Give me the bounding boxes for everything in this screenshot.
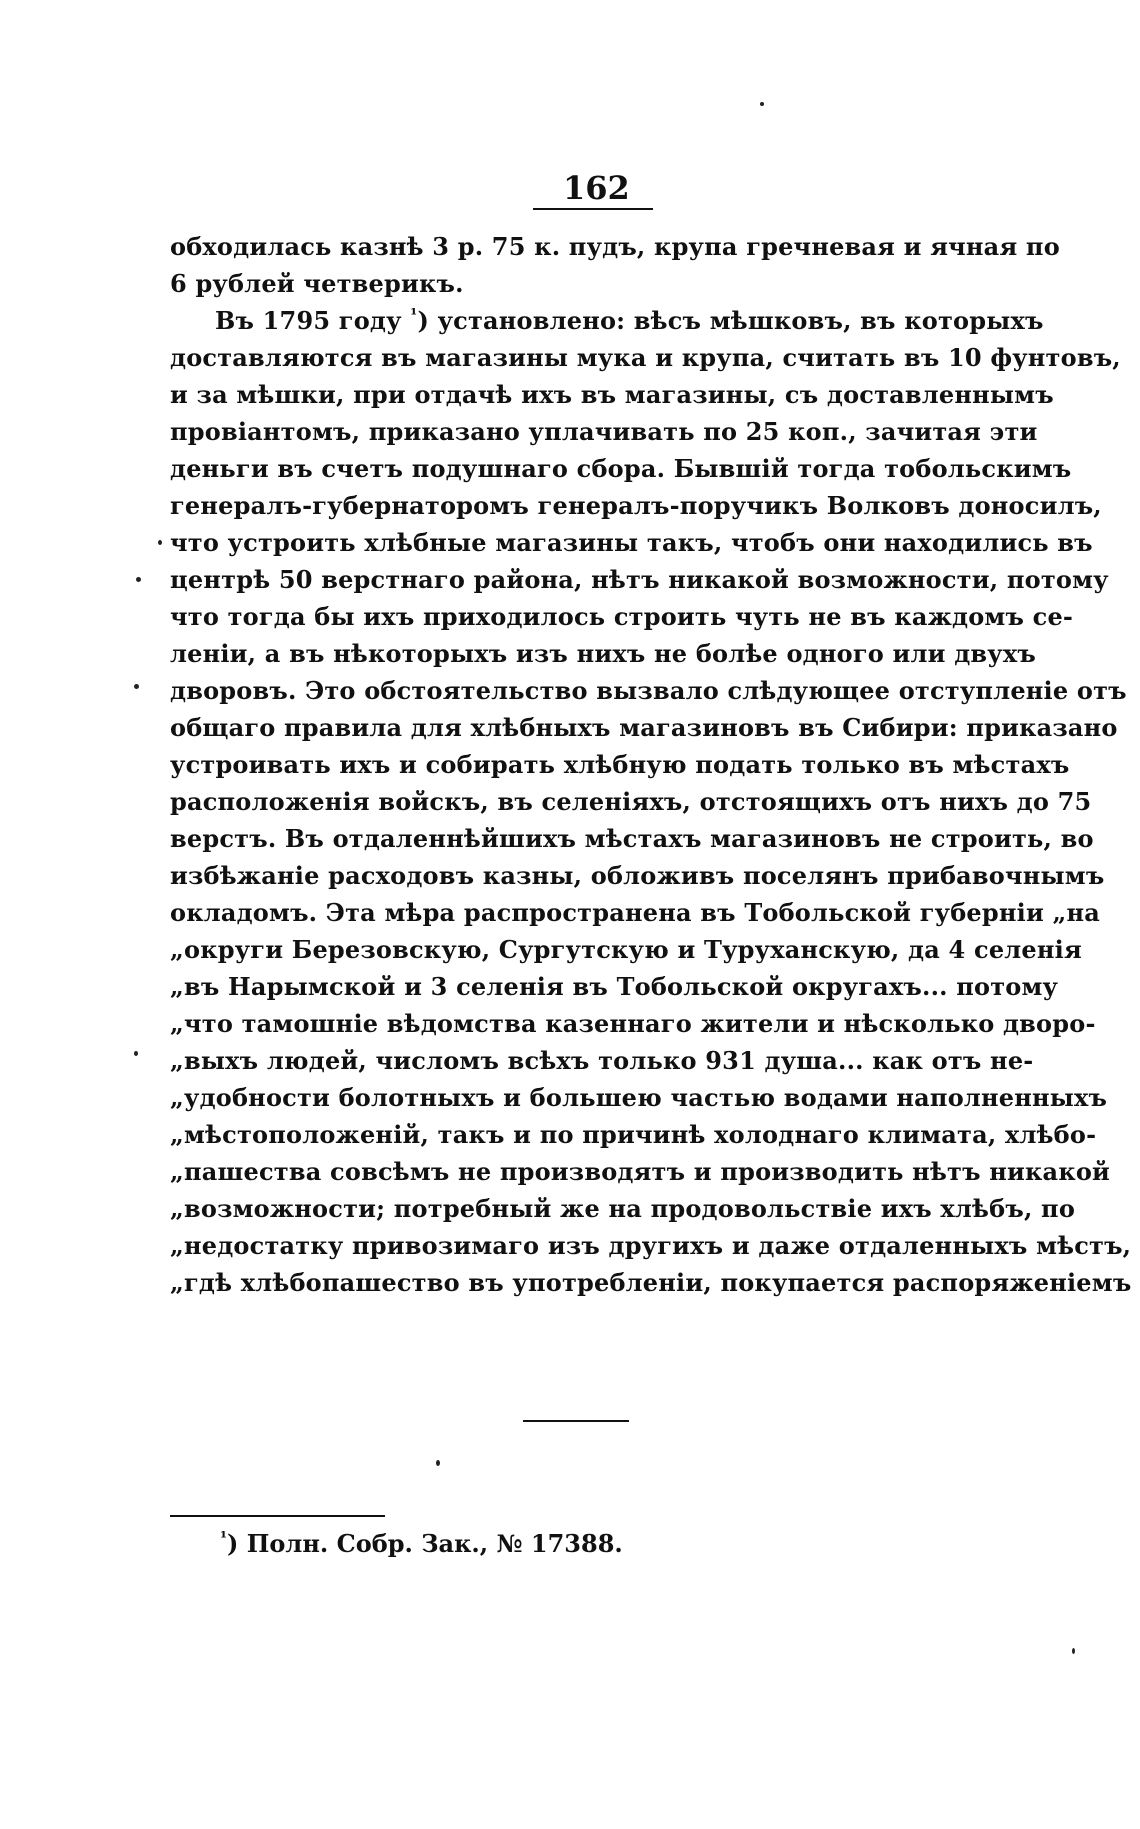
text-line: „недостатку привозимаго изъ другихъ и даже отдаленныхъ мѣстъ, [170, 1231, 1132, 1260]
scan-speck [134, 684, 139, 689]
text-line: генералъ-губернаторомъ генералъ-поручикъ Волковъ доносилъ, [170, 491, 1102, 520]
text-line: „гдѣ хлѣбопашество въ употребленіи, покупается распоряженіемъ [170, 1268, 1132, 1297]
footnote [220, 1528, 623, 1560]
text-line: „возможности; потребный же на продовольствіе ихъ хлѣбъ, по [170, 1194, 1076, 1223]
text-line: „округи Березовскую, Сургутскую и Туруханскую, да 4 селенія [170, 935, 1082, 964]
text-line: устроивать ихъ и собирать хлѣбную подать только въ мѣстахъ [170, 750, 1070, 779]
text-line: дворовъ. Это обстоятельство вызвало слѣдующее отступленіе отъ [170, 676, 1127, 705]
text-line: деньги въ счетъ подушнаго сбора. Бывшій тогда тобольскимъ [170, 454, 1072, 483]
text-line: 6 рублей четверикъ. [170, 269, 464, 298]
text-line: „удобности болотныхъ и большею частью водами наполненныхъ [170, 1083, 1108, 1112]
text-line: провіантомъ, приказано уплачивать по 25 коп., зачитая эти [170, 417, 1038, 446]
text-line: верстъ. Въ отдаленнѣйшихъ мѣстахъ магазиновъ не строить, во [170, 824, 1094, 853]
text-line: доставляются въ магазины мука и крупа, считать въ 10 фунтовъ, [170, 343, 1121, 372]
text-line: центрѣ 50 верстнаго района, нѣтъ никакой возможности, потому [170, 565, 1109, 594]
text-line: окладомъ. Эта мѣра распространена въ Тобольской губерніи „на [170, 898, 1101, 927]
text-line: общаго правила для хлѣбныхъ магазиновъ въ Сибири: приказано [170, 713, 1118, 742]
text-line: и за мѣшки, при отдачѣ ихъ въ магазины, съ доставленнымъ [170, 380, 1054, 409]
body-text [170, 228, 1132, 1301]
text-line: леніи, а въ нѣкоторыхъ изъ нихъ не болѣе одного или двухъ [170, 639, 1036, 668]
scan-speck [436, 1460, 440, 1466]
text-line: „что тамошніе вѣдомства казеннаго жители и нѣсколько дворо- [170, 1009, 1096, 1038]
text-line: что устроить хлѣбные магазины такъ, чтобъ они находились въ [170, 528, 1093, 557]
scan-speck [158, 540, 162, 545]
scan-speck [1072, 1648, 1075, 1654]
text-line: избѣжаніе расходовъ казны, обложивъ поселянъ прибавочнымъ [170, 861, 1105, 890]
text-line: что тогда бы ихъ приходилось строить чуть не въ каждомъ се- [170, 602, 1074, 631]
footnote-text: ) Полн. Собр. Зак., № 17388. [227, 1529, 623, 1558]
text-line: расположенія войскъ, въ селеніяхъ, отстоящихъ отъ нихъ до 75 [170, 787, 1092, 816]
text-line: „мѣстоположеній, такъ и по причинѣ холоднаго климата, хлѣбо- [170, 1120, 1097, 1149]
page-number: 162 [533, 168, 653, 210]
scan-speck [136, 577, 141, 582]
text-line [170, 302, 1044, 339]
text-fragment: Въ 1795 году [215, 306, 411, 335]
text-fragment: ) установлено: вѣсъ мѣшковъ, въ которыхъ [417, 306, 1044, 335]
text-line: „въ Нарымской и 3 селенія въ Тобольской округахъ... потому [170, 972, 1059, 1001]
section-divider [523, 1420, 629, 1422]
text-line: „выхъ людей, числомъ всѣхъ только 931 душа... как отъ не- [170, 1046, 1034, 1075]
scan-speck [760, 102, 764, 106]
footnote-divider [170, 1515, 385, 1517]
text-line: обходилась казнѣ 3 р. 75 к. пудъ, крупа гречневая и ячная по [170, 232, 1060, 261]
footnote-marker: ¹ [220, 1528, 228, 1547]
scan-speck [134, 1051, 138, 1056]
text-line: „пашества совсѣмъ не производятъ и производить нѣтъ никакой [170, 1157, 1111, 1186]
footnote-reference[interactable]: ¹ [410, 305, 418, 324]
